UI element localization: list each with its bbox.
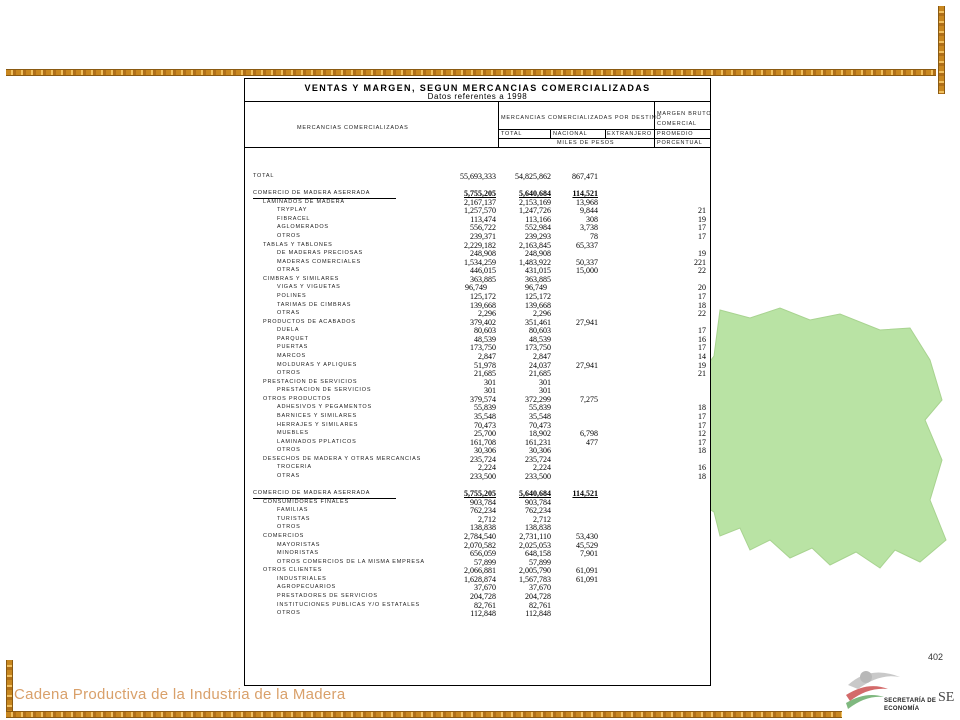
- row-foreign: 45,529: [576, 540, 598, 550]
- row-margin: 18: [698, 471, 706, 481]
- row-label: COMERCIO DE MADERA ASERRADA: [253, 489, 396, 499]
- row-national: 37,670: [529, 583, 551, 593]
- header-total: TOTAL: [501, 131, 523, 137]
- row-margin: 17: [698, 231, 706, 241]
- row-national: 1,247,726: [519, 206, 551, 216]
- row-foreign: 61,091: [576, 566, 598, 576]
- row-label: OTROS: [277, 447, 301, 454]
- row-margin: 17: [698, 291, 706, 301]
- row-total: 2,784,540: [464, 531, 496, 541]
- row-total: 379,402: [470, 317, 496, 327]
- row-foreign: 78: [590, 231, 598, 241]
- row-national: 372,299: [525, 394, 551, 404]
- row-foreign: 114,521: [572, 189, 598, 199]
- logo-text-line2: ECONOMÍA: [884, 706, 920, 712]
- row-total: 161,708: [470, 437, 496, 447]
- row-label: MARCOS: [277, 352, 306, 359]
- row-national: 161,231: [525, 437, 551, 447]
- row-label: HERRAJES Y SIMILARES: [277, 421, 359, 428]
- row-foreign: 50,337: [576, 257, 598, 267]
- header-foreign: EXTRANJERO: [607, 131, 652, 137]
- row-label: OTROS: [277, 370, 301, 377]
- row-national: 552,984: [525, 223, 551, 233]
- row-label: OTRAS: [277, 472, 300, 479]
- row-foreign: 867,471: [572, 172, 598, 181]
- row-margin: 12: [698, 429, 706, 439]
- row-label: LAMINADOS PPLATICOS: [277, 438, 357, 445]
- row-label: CIMBRAS Y SIMILARES: [263, 275, 340, 282]
- row-foreign: 7,275: [580, 394, 598, 404]
- row-total: 80,603: [474, 326, 496, 336]
- row-total: 363,885: [470, 274, 496, 284]
- row-label: TURISTAS: [277, 515, 311, 522]
- row-label: DUELA: [277, 327, 300, 334]
- row-national: 2,163,845: [519, 240, 551, 250]
- header-margin-4: PORCENTUAL: [657, 140, 703, 146]
- row-total: 2,229,182: [464, 240, 496, 250]
- row-total: 70,473: [474, 420, 496, 430]
- row-total: 82,761: [474, 600, 496, 610]
- row-total: 2,070,582: [464, 540, 496, 550]
- row-national: 2,153,169: [519, 197, 551, 207]
- row-national: 21,685: [529, 369, 551, 379]
- header-margin-1: MARGEN BRUTO: [657, 111, 712, 117]
- row-total: 2,296: [478, 309, 496, 319]
- row-national: 248,908: [525, 249, 551, 259]
- row-foreign: 3,738: [580, 223, 598, 233]
- row-label: OTROS: [277, 610, 301, 617]
- row-national: 2,224: [533, 463, 551, 473]
- row-margin: 21: [698, 369, 706, 379]
- row-label: INDUSTRIALES: [277, 575, 327, 582]
- row-margin: 19: [698, 249, 706, 259]
- left-rope-rule: [6, 660, 13, 716]
- row-margin: 21: [698, 206, 706, 216]
- row-total: 204,728: [470, 591, 496, 601]
- row-label: VIGAS Y VIGUETAS: [277, 284, 341, 291]
- header-national: NACIONAL: [553, 131, 588, 137]
- row-total: 139,668: [470, 300, 496, 310]
- row-total: 55,839: [474, 403, 496, 413]
- row-total: 96,749: [465, 283, 487, 293]
- row-label: TARIMAS DE CIMBRAS: [277, 301, 352, 308]
- row-margin: 17: [698, 411, 706, 421]
- row-margin: 16: [698, 463, 706, 473]
- row-total: 125,172: [470, 291, 496, 301]
- row-total: 1,257,570: [464, 206, 496, 216]
- row-national: 125,172: [525, 291, 551, 301]
- row-national: 762,234: [525, 506, 551, 516]
- row-national: 24,037: [529, 360, 551, 370]
- row-total: 37,670: [474, 583, 496, 593]
- row-national: 301: [539, 377, 551, 387]
- right-rope-rule: [938, 6, 945, 94]
- row-total: 48,539: [474, 334, 496, 344]
- row-national: 96,749: [525, 283, 547, 293]
- row-label: LAMINADOS DE MADERA: [263, 198, 345, 205]
- row-margin: 14: [698, 351, 706, 361]
- row-total: 2,167,137: [464, 197, 496, 207]
- row-label: PARQUET: [277, 335, 309, 342]
- row-label: FAMILIAS: [277, 507, 309, 514]
- row-total: 235,724: [470, 454, 496, 464]
- row-national: 648,158: [525, 549, 551, 559]
- row-margin: 18: [698, 300, 706, 310]
- row-margin: 19: [698, 360, 706, 370]
- row-label: COMERCIOS: [263, 532, 305, 539]
- table-row: [245, 609, 710, 618]
- row-total: 656,059: [470, 549, 496, 559]
- row-label: TROCERIA: [277, 464, 312, 471]
- row-total: 112,848: [470, 609, 496, 619]
- row-total: 248,908: [470, 249, 496, 259]
- row-national: 5,640,684: [519, 489, 551, 499]
- row-margin: 17: [698, 437, 706, 447]
- row-foreign: 65,337: [576, 240, 598, 250]
- row-foreign: 13,968: [576, 197, 598, 207]
- row-total: 113,474: [470, 214, 496, 224]
- row-total: 35,548: [474, 411, 496, 421]
- row-total: 1,628,874: [464, 574, 496, 584]
- row-foreign: 9,844: [580, 206, 598, 216]
- row-margin: 22: [698, 309, 706, 319]
- logo-text-line1: SECRETARÍA DE: [884, 698, 937, 704]
- row-margin: 17: [698, 343, 706, 353]
- row-total: 762,234: [470, 506, 496, 516]
- row-label: OTRAS: [277, 310, 300, 317]
- state-map-silhouette: [680, 300, 960, 600]
- row-national: 139,668: [525, 300, 551, 310]
- row-total: 5,755,205: [464, 189, 496, 199]
- row-foreign: 114,521: [572, 489, 598, 499]
- row-national: 82,761: [529, 600, 551, 610]
- row-margin: 18: [698, 403, 706, 413]
- row-national: 1,567,783: [519, 574, 551, 584]
- report-title: VENTAS Y MARGEN, SEGUN MERCANCIAS COMERCIALIZADAS: [304, 83, 651, 93]
- row-label: PRESTACION DE SERVICIOS: [263, 378, 358, 385]
- row-foreign: 61,091: [576, 574, 598, 584]
- header-units: MILES DE PESOS: [557, 140, 615, 146]
- row-label: INSTITUCIONES PUBLICAS Y/O ESTATALES: [277, 601, 421, 608]
- row-label: PRESTADORES DE SERVICIOS: [277, 592, 378, 599]
- row-label: OTROS: [277, 524, 301, 531]
- row-foreign: 477: [586, 437, 598, 447]
- row-total: 301: [484, 377, 496, 387]
- header-merchandise: MERCANCIAS COMERCIALIZADAS: [297, 125, 409, 131]
- row-label: PRODUCTOS DE ACABADOS: [263, 318, 356, 325]
- row-national: 1,483,922: [519, 257, 551, 267]
- row-national: 113,166: [525, 214, 551, 224]
- row-national: 80,603: [529, 326, 551, 336]
- row-label: BARNICES Y SIMILARES: [277, 412, 357, 419]
- row-total: 903,784: [470, 497, 496, 507]
- row-label: OTROS CLIENTES: [263, 567, 323, 574]
- row-label: OTROS PRODUCTOS: [263, 395, 332, 402]
- row-national: 431,015: [525, 266, 551, 276]
- row-label: TRYPLAY: [277, 207, 308, 214]
- row-margin: 20: [698, 283, 706, 293]
- row-national: 239,293: [525, 231, 551, 241]
- row-label: AGROPECUARIOS: [277, 584, 336, 591]
- row-total: 2,224: [478, 463, 496, 473]
- row-foreign: 27,941: [576, 317, 598, 327]
- report-sheet: [244, 78, 711, 686]
- row-foreign: 27,941: [576, 360, 598, 370]
- row-foreign: 7,901: [580, 549, 598, 559]
- report-subtitle: Datos referentes a 1998: [427, 92, 528, 101]
- row-national: 5,640,684: [519, 189, 551, 199]
- row-national: 35,548: [529, 411, 551, 421]
- row-margin: 221: [694, 257, 706, 267]
- row-label: POLINES: [277, 292, 307, 299]
- report-table-body: [245, 79, 710, 685]
- row-national: 204,728: [525, 591, 551, 601]
- header-margin-3: PROMEDIO: [657, 131, 694, 137]
- row-total: 173,750: [470, 343, 496, 353]
- row-total: 30,306: [474, 446, 496, 456]
- row-margin: 16: [698, 334, 706, 344]
- row-margin: 19: [698, 214, 706, 224]
- row-foreign: 6,798: [580, 429, 598, 439]
- row-total: 239,371: [470, 231, 496, 241]
- row-label: OTROS: [277, 232, 301, 239]
- row-national: 2,025,053: [519, 540, 551, 550]
- row-label: MUEBLES: [277, 430, 309, 437]
- row-total: 446,015: [470, 266, 496, 276]
- row-label: DE MADERAS PRECIOSAS: [277, 250, 363, 257]
- row-total: 2,066,881: [464, 566, 496, 576]
- row-label: AGLOMERADOS: [277, 224, 329, 231]
- row-total: 556,722: [470, 223, 496, 233]
- header-margin-2: COMERCIAL: [657, 121, 697, 127]
- row-label: MINORISTAS: [277, 550, 319, 557]
- row-foreign: 53,430: [576, 531, 598, 541]
- row-total: 2,847: [478, 351, 496, 361]
- top-rope-rule: [6, 69, 936, 76]
- row-label: PRESTACION DE SERVICIOS: [277, 387, 372, 394]
- row-national: 363,885: [525, 274, 551, 284]
- row-label: TOTAL: [253, 173, 275, 179]
- row-margin: 18: [698, 446, 706, 456]
- row-label: COMERCIO DE MADERA ASERRADA: [253, 189, 396, 199]
- row-label: OTROS COMERCIOS DE LA MISMA EMPRESA: [277, 558, 425, 565]
- row-national: 138,838: [525, 523, 551, 533]
- header-by-destination: MERCANCIAS COMERCIALIZADAS POR DESTINO: [501, 115, 662, 121]
- row-margin: 17: [698, 420, 706, 430]
- row-label: MAYORISTAS: [277, 541, 321, 548]
- row-national: 30,306: [529, 446, 551, 456]
- row-national: 57,899: [529, 557, 551, 567]
- row-national: 301: [539, 386, 551, 396]
- row-total: 55,693,333: [460, 172, 496, 181]
- row-national: 173,750: [525, 343, 551, 353]
- row-total: 233,500: [470, 471, 496, 481]
- row-margin: 17: [698, 223, 706, 233]
- row-national: 18,902: [529, 429, 551, 439]
- row-national: 2,712: [533, 514, 551, 524]
- row-total: 21,685: [474, 369, 496, 379]
- row-total: 25,700: [474, 429, 496, 439]
- row-label: FIBRACEL: [277, 215, 311, 222]
- row-national: 112,848: [525, 609, 551, 619]
- row-total: 57,899: [474, 557, 496, 567]
- row-label: PUERTAS: [277, 344, 309, 351]
- row-label: MADERAS COMERCIALES: [277, 258, 361, 265]
- row-label: ADHESIVOS Y PEGAMENTOS: [277, 404, 372, 411]
- row-label: MOLDURAS Y APLIQUES: [277, 361, 358, 368]
- row-total: 1,534,259: [464, 257, 496, 267]
- footer-title: Cadena Productiva de la Industria de la Madera: [14, 686, 346, 703]
- row-national: 2,847: [533, 351, 551, 361]
- row-national: 55,839: [529, 403, 551, 413]
- row-national: 2,296: [533, 309, 551, 319]
- row-national: 48,539: [529, 334, 551, 344]
- bottom-rope-rule: [6, 711, 842, 718]
- row-national: 233,500: [525, 471, 551, 481]
- row-label: TABLAS Y TABLONES: [263, 241, 333, 248]
- row-label: DESECHOS DE MADERA Y OTRAS MERCANCIAS: [263, 455, 422, 462]
- row-label: CONSUMIDORES FINALES: [263, 498, 349, 505]
- row-national: 903,784: [525, 497, 551, 507]
- row-total: 301: [484, 386, 496, 396]
- row-label: OTRAS: [277, 267, 300, 274]
- page-number: 402: [928, 652, 944, 662]
- row-national: 70,473: [529, 420, 551, 430]
- row-total: 138,838: [470, 523, 496, 533]
- row-national: 2,731,110: [519, 531, 551, 541]
- row-national: 54,825,862: [515, 172, 551, 181]
- row-total: 2,712: [478, 514, 496, 524]
- row-margin: 22: [698, 266, 706, 276]
- row-total: 51,978: [474, 360, 496, 370]
- row-foreign: 15,000: [576, 266, 598, 276]
- row-national: 235,724: [525, 454, 551, 464]
- row-total: 379,574: [470, 394, 496, 404]
- row-total: 5,755,205: [464, 489, 496, 499]
- row-national: 2,005,790: [519, 566, 551, 576]
- row-national: 351,461: [525, 317, 551, 327]
- row-margin: 17: [698, 326, 706, 336]
- row-foreign: 308: [586, 214, 598, 224]
- logo-mark: SE: [938, 690, 955, 705]
